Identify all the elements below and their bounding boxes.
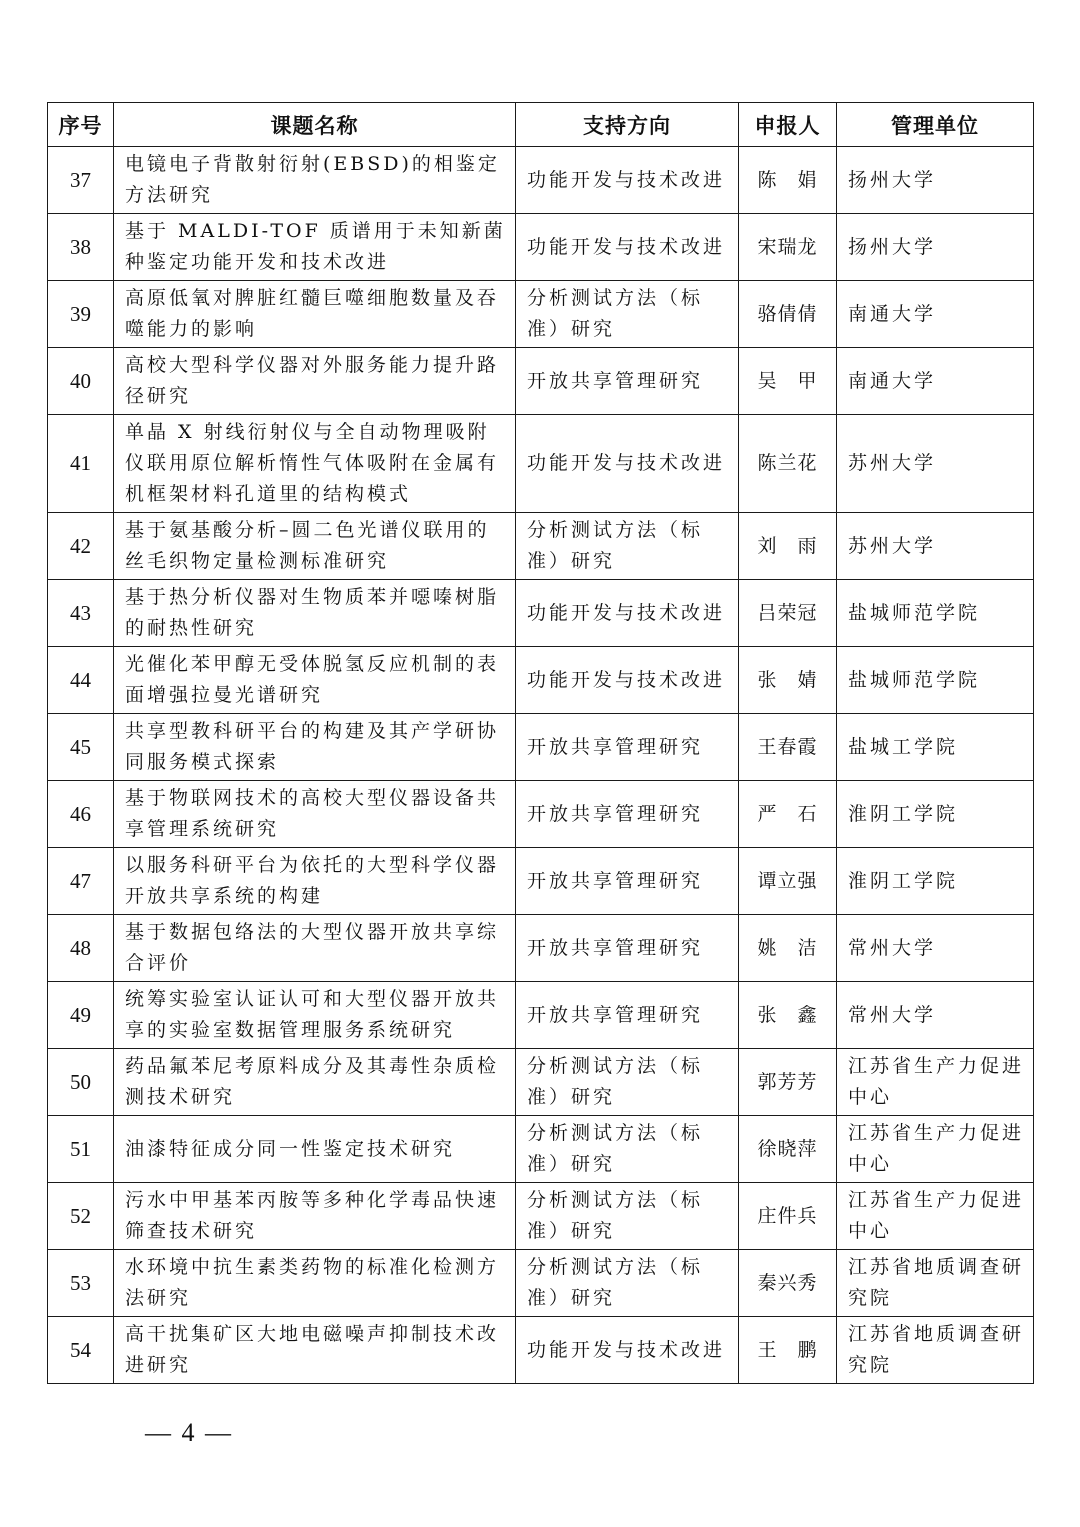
support-direction: 分析测试方法（标准）研究 <box>516 513 739 580</box>
table-row <box>48 214 1034 281</box>
header-row <box>48 103 1034 147</box>
row-number: 38 <box>48 214 114 281</box>
applicant: 吴 甲 <box>739 348 837 415</box>
project-title: 共享型教科研平台的构建及其产学研协同服务模式探索 <box>114 714 516 781</box>
management-unit: 盐城师范学院 <box>837 647 1034 714</box>
header-direction: 支持方向 <box>516 103 739 147</box>
project-title: 水环境中抗生素类药物的标准化检测方法研究 <box>114 1250 516 1317</box>
applicant: 谭立强 <box>739 848 837 915</box>
project-table <box>47 102 1034 1384</box>
applicant: 骆倩倩 <box>739 281 837 348</box>
page-number: — 4 — <box>145 1418 233 1447</box>
row-number: 49 <box>48 982 114 1049</box>
project-title: 单晶 X 射线衍射仪与全自动物理吸附仪联用原位解析惰性气体吸附在金属有机框架材料孔道里的结构模式 <box>114 415 516 513</box>
row-number: 46 <box>48 781 114 848</box>
row-number: 50 <box>48 1049 114 1116</box>
project-title: 以服务科研平台为依托的大型科学仪器开放共享系统的构建 <box>114 848 516 915</box>
project-title: 基于物联网技术的高校大型仪器设备共享管理系统研究 <box>114 781 516 848</box>
table-row <box>48 781 1034 848</box>
project-title: 基于 MALDI-TOF 质谱用于未知新菌种鉴定功能开发和技术改进 <box>114 214 516 281</box>
project-title: 基于氨基酸分析–圆二色光谱仪联用的丝毛织物定量检测标准研究 <box>114 513 516 580</box>
applicant: 秦兴秀 <box>739 1250 837 1317</box>
applicant: 庄件兵 <box>739 1183 837 1250</box>
applicant: 张 婧 <box>739 647 837 714</box>
row-number: 51 <box>48 1116 114 1183</box>
management-unit: 江苏省地质调查研究院 <box>837 1250 1034 1317</box>
table-row <box>48 1183 1034 1250</box>
applicant: 陈兰花 <box>739 415 837 513</box>
row-number: 37 <box>48 147 114 214</box>
support-direction: 开放共享管理研究 <box>516 348 739 415</box>
management-unit: 淮阴工学院 <box>837 781 1034 848</box>
management-unit: 盐城工学院 <box>837 714 1034 781</box>
management-unit: 淮阴工学院 <box>837 848 1034 915</box>
project-title: 统筹实验室认证认可和大型仪器开放共享的实验室数据管理服务系统研究 <box>114 982 516 1049</box>
table-row <box>48 714 1034 781</box>
row-number: 52 <box>48 1183 114 1250</box>
support-direction: 开放共享管理研究 <box>516 781 739 848</box>
project-title: 基于数据包络法的大型仪器开放共享综合评价 <box>114 915 516 982</box>
applicant: 徐晓萍 <box>739 1116 837 1183</box>
support-direction: 开放共享管理研究 <box>516 714 739 781</box>
applicant: 姚 洁 <box>739 915 837 982</box>
management-unit: 江苏省生产力促进中心 <box>837 1116 1034 1183</box>
table-row <box>48 915 1034 982</box>
row-number: 45 <box>48 714 114 781</box>
project-title: 高原低氧对脾脏红髓巨噬细胞数量及吞噬能力的影响 <box>114 281 516 348</box>
management-unit: 南通大学 <box>837 281 1034 348</box>
row-number: 47 <box>48 848 114 915</box>
management-unit: 江苏省生产力促进中心 <box>837 1049 1034 1116</box>
management-unit: 苏州大学 <box>837 513 1034 580</box>
header-title: 课题名称 <box>114 103 516 147</box>
support-direction: 分析测试方法（标准）研究 <box>516 1049 739 1116</box>
management-unit: 南通大学 <box>837 348 1034 415</box>
management-unit: 江苏省生产力促进中心 <box>837 1183 1034 1250</box>
support-direction: 功能开发与技术改进 <box>516 214 739 281</box>
row-number: 42 <box>48 513 114 580</box>
management-unit: 盐城师范学院 <box>837 580 1034 647</box>
applicant: 王 鹏 <box>739 1317 837 1384</box>
table-row <box>48 580 1034 647</box>
row-number: 40 <box>48 348 114 415</box>
project-title: 油漆特征成分同一性鉴定技术研究 <box>114 1116 516 1183</box>
header-no: 序号 <box>48 103 114 147</box>
project-title: 基于热分析仪器对生物质苯并噁嗪树脂的耐热性研究 <box>114 580 516 647</box>
applicant: 陈 娟 <box>739 147 837 214</box>
table-row <box>48 1049 1034 1116</box>
support-direction: 分析测试方法（标准）研究 <box>516 1250 739 1317</box>
applicant: 吕荣冠 <box>739 580 837 647</box>
management-unit: 扬州大学 <box>837 147 1034 214</box>
header-person: 申报人 <box>739 103 837 147</box>
support-direction: 功能开发与技术改进 <box>516 147 739 214</box>
support-direction: 分析测试方法（标准）研究 <box>516 281 739 348</box>
support-direction: 开放共享管理研究 <box>516 915 739 982</box>
management-unit: 江苏省地质调查研究院 <box>837 1317 1034 1384</box>
support-direction: 分析测试方法（标准）研究 <box>516 1183 739 1250</box>
table-row <box>48 982 1034 1049</box>
management-unit: 常州大学 <box>837 915 1034 982</box>
table-row <box>48 415 1034 513</box>
applicant: 严 石 <box>739 781 837 848</box>
row-number: 44 <box>48 647 114 714</box>
table-row <box>48 647 1034 714</box>
table-row <box>48 281 1034 348</box>
management-unit: 苏州大学 <box>837 415 1034 513</box>
management-unit: 扬州大学 <box>837 214 1034 281</box>
table-body <box>48 147 1034 1384</box>
project-title: 药品氟苯尼考原料成分及其毒性杂质检测技术研究 <box>114 1049 516 1116</box>
support-direction: 功能开发与技术改进 <box>516 1317 739 1384</box>
table-row <box>48 1317 1034 1384</box>
support-direction: 功能开发与技术改进 <box>516 580 739 647</box>
header-unit: 管理单位 <box>837 103 1034 147</box>
table-row <box>48 1250 1034 1317</box>
project-title: 高干扰集矿区大地电磁噪声抑制技术改进研究 <box>114 1317 516 1384</box>
support-direction: 开放共享管理研究 <box>516 848 739 915</box>
row-number: 48 <box>48 915 114 982</box>
support-direction: 分析测试方法（标准）研究 <box>516 1116 739 1183</box>
project-title: 电镜电子背散射衍射(EBSD)的相鉴定方法研究 <box>114 147 516 214</box>
project-title: 光催化苯甲醇无受体脱氢反应机制的表面增强拉曼光谱研究 <box>114 647 516 714</box>
table-row <box>48 147 1034 214</box>
management-unit: 常州大学 <box>837 982 1034 1049</box>
applicant: 张 鑫 <box>739 982 837 1049</box>
table-row <box>48 1116 1034 1183</box>
row-number: 41 <box>48 415 114 513</box>
applicant: 刘 雨 <box>739 513 837 580</box>
support-direction: 功能开发与技术改进 <box>516 415 739 513</box>
project-title: 污水中甲基苯丙胺等多种化学毒品快速筛查技术研究 <box>114 1183 516 1250</box>
support-direction: 功能开发与技术改进 <box>516 647 739 714</box>
applicant: 郭芳芳 <box>739 1049 837 1116</box>
applicant: 宋瑞龙 <box>739 214 837 281</box>
row-number: 54 <box>48 1317 114 1384</box>
support-direction: 开放共享管理研究 <box>516 982 739 1049</box>
applicant: 王春霞 <box>739 714 837 781</box>
row-number: 39 <box>48 281 114 348</box>
row-number: 53 <box>48 1250 114 1317</box>
table-row <box>48 348 1034 415</box>
table-header <box>48 103 1034 147</box>
project-title: 高校大型科学仪器对外服务能力提升路径研究 <box>114 348 516 415</box>
table-row <box>48 848 1034 915</box>
row-number: 43 <box>48 580 114 647</box>
table-row <box>48 513 1034 580</box>
